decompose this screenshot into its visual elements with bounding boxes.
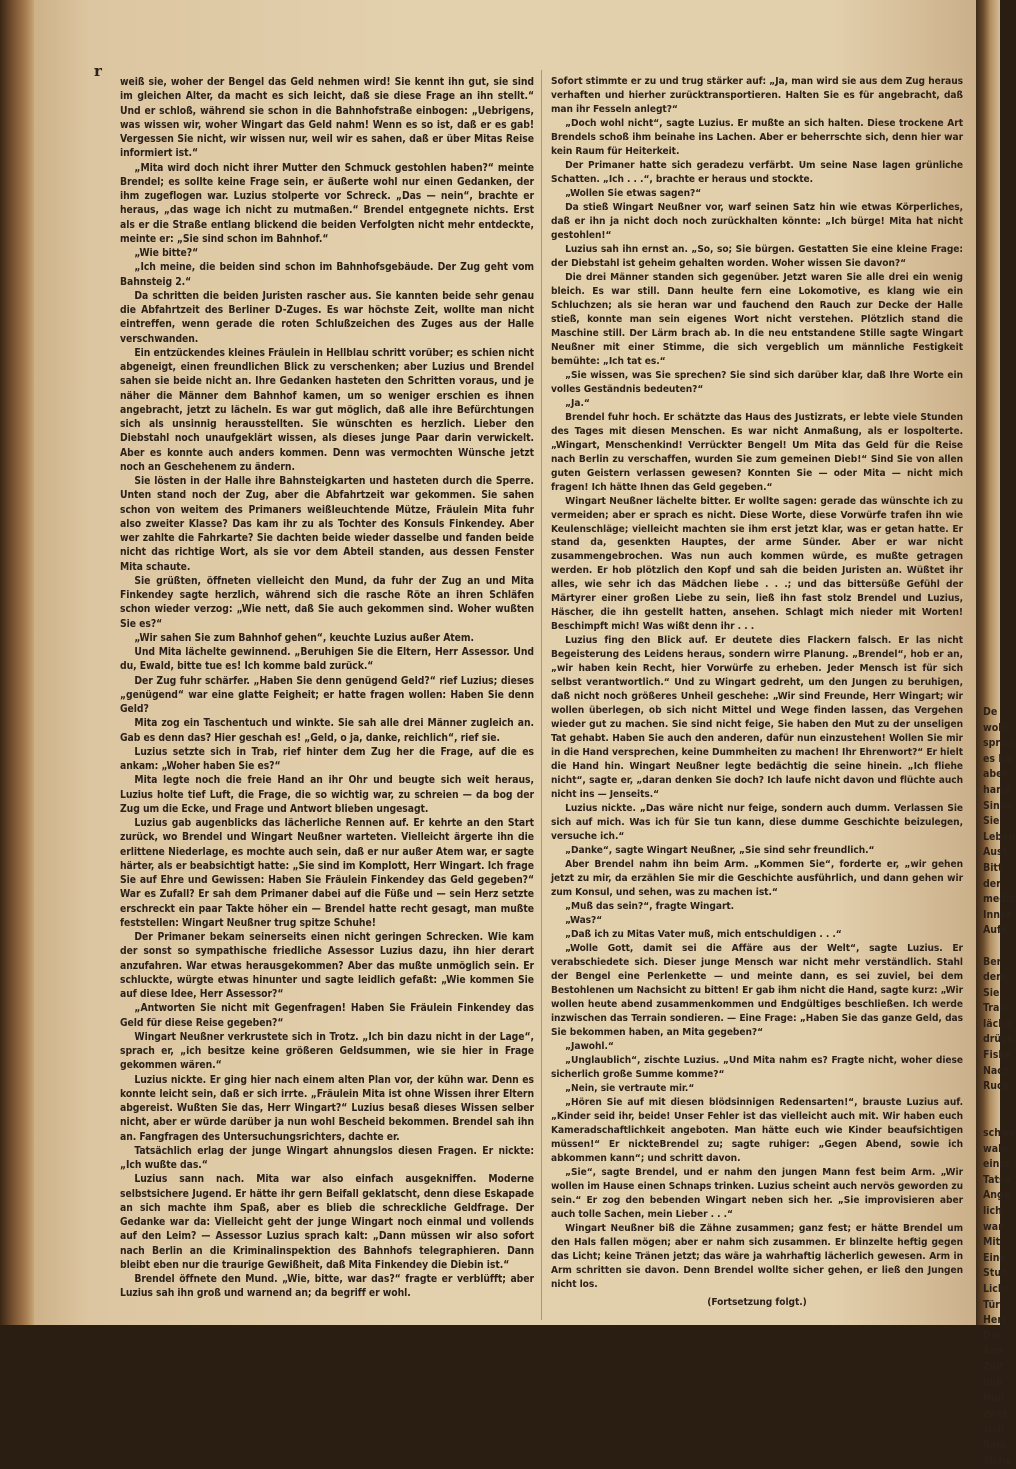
paragraph: „Danke“, sagte Wingart Neußner, „Sie sind sehr freundlich.“ bbox=[551, 844, 963, 858]
paragraph: Wingart Neußner verkrustete sich in Trotz. „Ich bin dazu nicht in der Lage“, sprach er, „ich besitze keine größeren Geldsummen, wie sie hier in Frage gekommen wären.“ bbox=[120, 1030, 534, 1073]
fragment-line: Tram bbox=[983, 1001, 1000, 1017]
fragment-line: Ange bbox=[983, 1188, 1000, 1204]
paragraph: „Daß ich zu Mitas Vater muß, mich entschuldigen . . .“ bbox=[551, 928, 963, 942]
fragment-line: drück bbox=[983, 1032, 1000, 1048]
paragraph: „Sie“, sagte Brendel, und er nahm den jungen Mann fest beim Arm. „Wir wollen im Hause einen Schnaps trinken. Luzius scheint auch nervös geworden zu sein.“ Er zog den bebenden Wingart neben sich her. „Sie improvisieren aber auch tolle Sachen, mein Lieber . . .“ bbox=[551, 1166, 963, 1222]
paragraph: „Mita wird doch nicht ihrer Mutter den Schmuck gestohlen haben?“ meinte Brendel; es sollte keine Frage sein, er äußerte wohl nur einen Gedanken, der ihm zugeflogen war. Luzius stolperte vor Schreck. „Das — nein“, brachte er heraus, „das wage ich nicht zu mutmaßen.“ Brendel entgegnete nichts. Erst als er die Straße entlang blickend die beiden Verfolgten nicht mehr entdeckte, meinte er: „Sie sind schon im Bahnhof.“ bbox=[120, 161, 534, 247]
paragraph: Mita zog ein Taschentuch und winkte. Sie sah alle drei Männer zugleich an. Gab es denn das? Hier geschah es! „Geld, o ja, danke, reichlich“, rief sie. bbox=[120, 716, 534, 745]
paragraph: Da stieß Wingart Neußner vor, warf seinen Satz hin wie etwas Körperliches, daß er ihn ja nicht doch noch zurückhalten könnte: „Ich bürge! Mita hat nicht gestohlen!“ bbox=[551, 201, 963, 243]
fragment-line: Nach bbox=[983, 1064, 1000, 1080]
paragraph: Sie lösten in der Halle ihre Bahnsteigkarten und hasteten durch die Sperre. Unten stand noch der Zug, aber die Abfahrtzeit war gekommen. Sie sahen schon von weitem des Primaners weißleuchtende Mütze, Fräulein Mita fuhr also zweiter Klasse? Das kam ihr zu als Tochter des Konsuls Finkendey. Aber wer zahlte die Fahrkarte? Sie dachten beide wieder dasselbe und fanden beide nicht das richtige Wort, als sie vor dem Abteil standen, aus dessen Fenster Mita schaute. bbox=[120, 474, 534, 574]
paragraph: Tatsächlich erlag der junge Wingart ahnungslos diesen Fragen. Er nickte: „Ich wußte das.“ bbox=[120, 1144, 534, 1173]
fragment-line: Lichf bbox=[983, 1282, 1000, 1298]
paragraph: Luzius setzte sich in Trab, rief hinter dem Zug her die Frage, auf die es ankam: „Woher haben Sie es?“ bbox=[120, 745, 534, 774]
paragraph: „Sie wissen, was Sie sprechen? Sie sind sich darüber klar, daß Ihre Worte ein volles Geständnis bedeuten?“ bbox=[551, 369, 963, 397]
fragment-line: dem, bbox=[983, 970, 1000, 986]
fragment-line: zwei bbox=[983, 1407, 1000, 1423]
fragment-line: aber bbox=[983, 767, 1000, 783]
paragraph: „Doch wohl nicht“, sagte Luzius. Er mußte an sich halten. Diese trockene Art Brendels schoß ihm beinahe ins Lachen. Aber er beherrschte sich, denn hier war kein Raum für Heiterkeit. bbox=[551, 117, 963, 159]
paragraph: Aber Brendel nahm ihn beim Arm. „Kommen Sie“, forderte er, „wir gehen jetzt zu mir, da erzählen Sie mir die Geschichte ausführlich, und dann gehen wir zum Konsul, und sehen, was zu machen ist.“ bbox=[551, 858, 963, 900]
paragraph: Die drei Männer standen sich gegenüber. Jetzt waren Sie alle drei ein wenig bleich. Es war still. Dann heulte fern eine Lokomotive, es klang wie ein Schluchzen; als sie heran war und fauchend den Rauch zur Decke der Halle stieß, konnte man sein eigenes Wort nicht verstehen. Plötzlich stand die Maschine still. Der Lärm brach ab. In die neu entstandene Stille sagte Wingart Neußner mit einer Stimme, die sich vergeblich um männliche Festigkeit bemühte: „Ich tat es.“ bbox=[551, 271, 963, 369]
paragraph: Luzius nickte. Er ging hier nach einem alten Plan vor, der kühn war. Denn es konnte leicht sein, daß er sich irrte. „Fräulein Mita ist ohne Wissen ihrer Eltern abgereist. Wußten Sie das, Herr Wingart?“ Luzius besaß dieses Wissen selber nicht, aber er würde darüber ja nun wohl Bescheid bekommen. Brendel sah ihn an. Fangfragen des Untersuchungsrichters, dachte er. bbox=[120, 1073, 534, 1144]
fragment-line: war bbox=[983, 1220, 1000, 1236]
fragment-line: schwe bbox=[983, 1126, 1000, 1142]
fragment-line: Hun bbox=[983, 1391, 1000, 1407]
paragraph: Der Primaner hatte sich geradezu verfärbt. Um seine Nase lagen grünliche Schatten. „Ich . . .“, brachte er heraus und stockte. bbox=[551, 159, 963, 187]
fragment-line: De bbox=[983, 705, 1000, 721]
paragraph: Sofort stimmte er zu und trug stärker auf: „Ja, man wird sie aus dem Zug heraus verhaften und hierher zurücktransportieren. Halten Sie es für angebracht, daß man ihr Fesseln anlegt?“ bbox=[551, 75, 963, 117]
column-divider bbox=[541, 70, 542, 1320]
paragraph: Wingart Neußner biß die Zähne zusammen; ganz fest; er hätte Brendel um den Hals fallen mögen; aber er nahm sich zusammen. Er blinzelte heftig gegen das Licht; keine Tränen jetzt; das wäre ja wahrhaftig lächerlich gewesen. Arm in Arm schritten sie davon. Denn Brendel wollte sicher gehen, er ließ den Jungen nicht los. bbox=[551, 1222, 963, 1292]
paragraph: „Nein, sie vertraute mir.“ bbox=[551, 1082, 963, 1096]
paragraph: „Antworten Sie nicht mit Gegenfragen! Haben Sie Fräulein Finkendey das Geld für diese Reise gegeben?“ bbox=[120, 1001, 534, 1030]
fragment-line: lich bbox=[983, 1204, 1000, 1220]
fragment-line: sprich bbox=[983, 736, 1000, 752]
paragraph: „Wolle Gott, damit sei die Affäre aus der Welt“, sagte Luzius. Er verabschiedete sich. Dieser junge Mensch war nicht mehr verständlich. Stahl der Bengel eine Perlenkette — und meinte dann, es sei zuviel, bei dem Bestohlenen um Nachsicht zu bitten! Er gab ihm nicht die Hand, sagte kurz: „Wir wollen heute abend zusammenkommen und Endgültiges beschließen. Ich werde inzwischen das Terrain sondieren. — Eine Frage: „Haben Sie das ganze Geld, das Sie bekommen haben, an Mita gegeben?“ bbox=[551, 942, 963, 1040]
fragment-line: Eine bbox=[983, 1251, 1000, 1267]
fragment-line: Tür bbox=[983, 1298, 1000, 1314]
fragment-line: Sie bbox=[983, 986, 1000, 1002]
paragraph: Brendel fuhr hoch. Er schätzte das Haus des Justizrats, er lebte viele Stunden des Tages mit diesen Menschen. Es war nicht Anmaßung, als er lospolterte. „Wingart, Menschenkind! Verrückter Bengel! Um Mita das Geld für die Reise nach Berlin zu verschaffen, wurden Sie zum gemeinen Dieb!“ Sind Sie von allen guten Geistern verlassen gewesen? Konnten Sie — oder Mita — nicht mich fragen! Ich hätte Ihnen das Geld gegeben.“ bbox=[551, 411, 963, 495]
paragraph: „Was?“ bbox=[551, 914, 963, 928]
paragraph: „Wollen Sie etwas sagen?“ bbox=[551, 187, 963, 201]
fragment-line: Zeit bbox=[983, 1360, 1000, 1376]
fragment-line: sich bbox=[983, 1422, 1000, 1438]
paragraph: weiß sie, woher der Bengel das Geld nehmen wird! Sie kennt ihn gut, sie sind im gleichen Alter, da macht es sich leicht, daß sie diese Frage an ihn stellt.“ Und er schloß, während sie schon in die Bahnhofstraße einbogen: „Uebrigens, was wissen wir, woher Wingart das Geld nahm! Wenn es so ist, daß er es gab! Vergessen Sie nicht, wir wissen nur, weil wir es sahen, daß er über Mitas Reise informiert ist.“ bbox=[120, 75, 534, 161]
fragment-line: Mit bbox=[983, 1235, 1000, 1251]
fragment-line: Tatsa bbox=[983, 1173, 1000, 1189]
next-page-fragment bbox=[983, 705, 1000, 1469]
fragment-line: Ber bbox=[983, 955, 1000, 971]
fragment-line: Sie bbox=[983, 814, 1000, 830]
fragment-line bbox=[983, 1110, 1000, 1126]
paragraph: Ein entzückendes kleines Fräulein in Hellblau schritt vorüber; es schien nicht abgeneigt, einen freundlichen Blick zu verschenken; aber Luzius und Brendel sahen sie beide nicht an. Ihre Gedanken hasteten den Schritten voraus, und je näher die Männer dem Bahnhof kamen, um so weniger erschien es ihnen angebracht, jetzt zu lächeln. Es war gut möglich, daß alle ihre Befürchtungen sich als unsinnig herausstellten. Sie wünschten es herzlich. Lieber den Diebstahl noch unaufgeklärt wissen, als dieses junge Paar darin verwickelt. Aber es konnte auch anders kommen. Denn was vermochten Wünsche jetzt noch an Geschehenem zu ändern. bbox=[120, 346, 534, 474]
paragraph: „Jawohl.“ bbox=[551, 1040, 963, 1054]
paragraph: „Ich meine, die beiden sind schon im Bahnhofsgebäude. Der Zug geht vom Bahnsteig 2.“ bbox=[120, 260, 534, 289]
paragraph: „Muß das sein?“, fragte Wingart. bbox=[551, 900, 963, 914]
paragraph: „Wie bitte?“ bbox=[120, 246, 534, 260]
fragment-line: Ausf bbox=[983, 845, 1000, 861]
fragment-line: hand bbox=[983, 783, 1000, 799]
paragraph: Luzius sah ihn ernst an. „So, so; Sie bürgen. Gestatten Sie eine kleine Frage: der Diebstahl ist geheim gehalten worden. Woher wissen Sie davon?“ bbox=[551, 243, 963, 271]
paragraph: Brendel öffnete den Mund. „Wie, bitte, war das?“ fragte er verblüfft; aber Luzius sah ihn groß und warnend an; da begriff er wohl. bbox=[120, 1272, 534, 1301]
fragment-line: wahr bbox=[983, 1142, 1000, 1158]
paragraph: Luzius gab augenblicks das lächerliche Rennen auf. Er kehrte an den Start zurück, wo Brendel und Wingart Neußner warteten. Vielleicht ärgerte ihn die erlittene Niederlage, es mochte auch sein, daß er nur außer Atem war, er sagte härter, als er beabsichtigt hatte: „Sie sind im Komplott, Herr Wingart. Ich frage Sie auf Ehre und Gewissen: Haben Sie Fräulein Finkendey das Geld gegeben?“ War es Zufall? Er sah dem Primaner dabei auf die Füße und — sein Herz setzte erschreckt ein paar Takte höher ein — Brendel hatte recht gesagt, man mußte feststellen: Wingart Neußner trug spitze Schuhe! bbox=[120, 816, 534, 930]
fragment-line: Sinne bbox=[983, 799, 1000, 815]
paragraph: Sie grüßten, öffneten vielleicht den Mund, da fuhr der Zug an und Mita Finkendey sagte herzlich, während sich die rasche Röte an ihren Schläfen schon wieder verzog: „Wie nett, daß Sie auch gekommen sind. Woher wußten Sie es?“ bbox=[120, 574, 534, 631]
fragment-line: Herr bbox=[983, 1313, 1000, 1329]
paragraph: Der Zug fuhr schärfer. „Haben Sie denn genügend Geld?“ rief Luzius; dieses „genügend“ war eine glatte Feigheit; er hatte fragen wollen: Haben Sie denn Geld? bbox=[120, 674, 534, 717]
fragment-line: Ruck bbox=[983, 1079, 1000, 1095]
fragment-line: Stun bbox=[983, 1266, 1000, 1282]
fragment-line: Fiske bbox=[983, 1048, 1000, 1064]
paragraph: „Hören Sie auf mit diesen blödsinnigen Redensarten!“, brauste Luzius auf. „Kinder seid ihr, beide! Unser Fehler ist das vielleicht auch mit. Wir haben euch Kameradschaftlichkeit angeboten. Man hätte euch wie Kinder beaufsichtigen müssen!“ Er nickteBrendel zu; sagte ruhiger: „Gegen Abend, sowie ich abkommen kann“; und schritt davon. bbox=[551, 1096, 963, 1166]
fragment-line: es ha bbox=[983, 752, 1000, 768]
fragment-line bbox=[983, 1095, 1000, 1111]
fragment-line: läche bbox=[983, 1017, 1000, 1033]
fragment-line: Siche bbox=[983, 1454, 1000, 1469]
continuation-note: (Fortsetzung folgt.) bbox=[551, 1296, 963, 1310]
paragraph: Der Primaner bekam seinerseits einen nicht geringen Schrecken. Wie kam der sonst so sympathische friedliche Assessor Luzius dazu, ihn hier derart anzufahren. War etwas herausgekommen? Aber das mußte unmöglich sein. Er schluckte, würgte etwas hinunter und sagte leidlich gefaßt: „Wie kommen Sie auf diese Idee, Herr Assessor?“ bbox=[120, 930, 534, 1001]
fragment-line: bliß bbox=[983, 1376, 1000, 1392]
fragment-line: Leben bbox=[983, 830, 1000, 846]
fragment-line: mediz bbox=[983, 892, 1000, 908]
fragment-line: Bitt bbox=[983, 861, 1000, 877]
fragment-line: einig bbox=[983, 1157, 1000, 1173]
fragment-line bbox=[983, 939, 1000, 955]
paragraph: Da schritten die beiden Juristen rascher aus. Sie kannten beide sehr genau die Abfahrtzeit des Berliner D-Zuges. Es war höchste Zeit, wollte man nicht eintreffen, wenn gerade die roten Schlußzeichen des Zuges aus der Halle verschwanden. bbox=[120, 289, 534, 346]
paragraph: Mita legte noch die freie Hand an ihr Ohr und beugte sich weit heraus, Luzius holte tief Luft, die Frage, die so wichtig war, zu schreien — da bog der Zug um die Ecke, und Frage und Antwort blieben ungesagt. bbox=[120, 773, 534, 816]
paragraph: Luzius sann nach. Mita war also einfach ausgekniffen. Moderne selbstsichere Jugend. Er hätte ihr gern Beifall geklatscht, denn diese Eskapade an sich machte ihm Spaß, aber es blieb die schreckliche Geldfrage. Der Gedanke war da: Vielleicht geht der junge Wingart noch einmal und vollends auf den Leim? — Assessor Luzius sprach kalt: „Dann müssen wir also sofort nach Berlin an die Kriminalinspektion des Bahnhofs telegraphieren. Dann bleibt eben nur die traurige Gewißheit, daß Mita Finkendey die Diebin ist.“ bbox=[120, 1172, 534, 1272]
paragraph: Luzius nickte. „Das wäre nicht nur feige, sondern auch dumm. Verlassen Sie sich auf mich. Was ich für Sie tun kann, diese dumme Geschichte beizulegen, versuche ich.“ bbox=[551, 802, 963, 844]
fragment-line: Reis bbox=[983, 1438, 1000, 1454]
margin-mark: r bbox=[94, 62, 102, 80]
paragraph: Luzius fing den Blick auf. Er deutete dies Flackern falsch. Er las nicht Begeisterung des Leidens heraus, sondern wirre Planung. „Brendel“, hob er an, „wir haben kein Recht, hier Vorwürfe zu erheben. Jeder Mensch ist für sich selbst verantwortlich.“ Und zu Wingart gedreht, um den Jungen zu beruhigen, daß nicht noch größeres Unheil geschehe: „Wir sind Freunde, Herr Wingart; wir wollen überlegen, ob sich nicht Mittel und Wege finden lassen, das Vergehen wieder gut zu machen. Sie sind nicht feige, Sie haben den Mut zu der unseligen Tat gehabt. Haben Sie auch den anderen, dafür nun einzustehen! Wollen Sie mir in die Hand versprechen, keine Dummheiten zu machen! Ihr Ehrenwort?“ Er hielt die Hand hin. Wingart Neußner legte bedächtig die seine hinein. „Ich fliehe nicht“, sagte er, „daran denken Sie doch? Ich laufe nicht davon und flüchte auch nicht ins — Jenseits.“ bbox=[551, 634, 963, 802]
paragraph: „Unglaublich“, zischte Luzius. „Und Mita nahm es? Fragte nicht, woher diese sicherlich große Summe komme?“ bbox=[551, 1054, 963, 1082]
book-spine-left bbox=[0, 0, 34, 1325]
fragment-line: Ane bbox=[983, 1344, 1000, 1360]
paragraph: „Wir sahen Sie zum Bahnhof gehen“, keuchte Luzius außer Atem. bbox=[120, 631, 534, 645]
fragment-line: Inner bbox=[983, 908, 1000, 924]
fragment-line: wollt bbox=[983, 721, 1000, 737]
paragraph: Und Mita lächelte gewinnend. „Beruhigen Sie die Eltern, Herr Assessor. Und du, Ewald, bitte tue es! Ich komme bald zurück.“ bbox=[120, 645, 534, 674]
paragraph: „Ja.“ bbox=[551, 397, 963, 411]
paragraph: Wingart Neußner lächelte bitter. Er wollte sagen: gerade das wünschte ich zu vermeiden; aber er sprach es nicht. Diese Worte, diese Vorwürfe trafen ihn wie Keulenschläge; vielleicht machten sie ihm erst jetzt klar, was er getan hatte. Er stand da, gesenkten Hauptes, der arme Sünder. Aber er war nicht zusammengebrochen. Was nun auch kommen würde, es mußte getragen werden. Er hob plötzlich den Kopf und sah die beiden Juristen an. Wüßtet ihr alles, wie sehr ich das Mädchen liebe . . .; und das bittersüße Gefühl der Märtyrer einer großen Liebe zu sein, ließ ihn fast stolz Brendel und Luzius, Häscher, die ihn gestellt hatten, ansehen. Schlagt mich nieder mit Worten! Beschimpft mich! Was wißt denn ihr . . . bbox=[551, 495, 963, 635]
text-column-left bbox=[120, 75, 534, 1301]
fragment-line: der bbox=[983, 877, 1000, 893]
fragment-line: Die bbox=[983, 1329, 1000, 1345]
fragment-line: Aufe bbox=[983, 923, 1000, 939]
text-column-right bbox=[551, 75, 963, 1310]
